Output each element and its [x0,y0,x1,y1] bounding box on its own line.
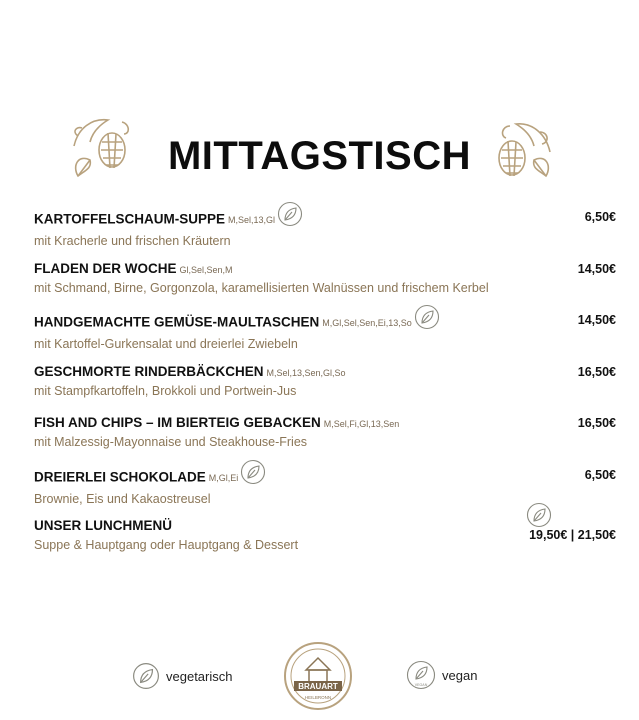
dish-name: FISH AND CHIPS – IM BIERTEIG GEBACKEN [34,415,321,430]
menu-item [34,413,618,465]
dish-price: 19,50€ | 21,50€ [529,528,616,542]
dish-name: KARTOFFELSCHAUM-SUPPE [34,211,226,227]
vegetarian-leaf-icon [240,459,266,485]
dish-name: FLADEN DER WOCHE [34,260,177,276]
page-title: MITTAGSTISCH [167,134,471,178]
allergen-codes: M,Sel,Fi,Gl,13,Sen [323,419,400,429]
legend-vegetarian-label: vegetarisch [166,669,233,684]
dish-description: Suppe & Hauptgang oder Hauptgang & Dessert [34,538,299,552]
dish-name: HANDGEMACHTE GEMÜSE-MAULTASCHEN [34,314,320,330]
vegetarian-leaf-icon [277,201,303,227]
dish-price: 6,50€ [584,467,616,482]
allergen-codes: Gl,Sel,Sen,M [179,264,233,275]
dish-description: mit Kracherle und frischen Kräutern [34,234,231,248]
dish-price: 14,50€ [577,313,616,327]
menu-item [34,516,618,568]
vegan-leaf-icon [406,660,436,690]
allergen-codes: M,Sel,13,Gl [228,215,276,226]
menu-list [34,207,618,568]
dish-description: mit Schmand, Birne, Gorgonzola, karamellisierten Walnüssen und frischem Kerbel [34,280,489,295]
dish-price: 6,50€ [584,210,616,224]
dish-name: DREIERLEI SCHOKOLADE [34,468,206,484]
menu-item [34,310,618,362]
vegetarian-leaf-icon [414,304,440,330]
logo-name: BRAUART [298,682,338,691]
allergen-codes: M,Gl,Sel,Sen,Ei,13,So [322,318,412,329]
menu-item [34,207,618,259]
dish-price: 16,50€ [577,416,616,430]
menu-item [34,259,618,311]
menu-item [34,362,618,414]
logo-subtitle: HEILBRONN [304,695,332,700]
brauart-logo [282,640,354,712]
allergen-codes: M,Gl,Ei [208,472,239,483]
dish-description: Brownie, Eis und Kakaostreusel [34,491,211,506]
dish-description: mit Kartoffel-Gurkensalat und dreierlei Zwiebeln [34,337,298,351]
vegan-icon-text: VEGAN [414,683,428,687]
dish-price: 14,50€ [577,261,616,276]
dish-description: mit Stampfkartoffeln, Brokkoli und Portwein-Jus [34,383,297,398]
dish-name: GESCHMORTE RINDERBÄCKCHEN [34,363,264,379]
allergen-codes: M,Sel,13,Sen,Gl,So [266,367,346,378]
vegetarian-leaf-icon [132,662,160,690]
dish-price: 16,50€ [577,364,616,379]
dish-description: mit Malzessig-Mayonnaise und Steakhouse-Fries [34,435,308,449]
vegetarian-leaf-icon [526,502,552,528]
dish-name: UNSER LUNCHMENÜ [34,518,172,533]
legend-vegan-label: vegan [442,668,478,683]
